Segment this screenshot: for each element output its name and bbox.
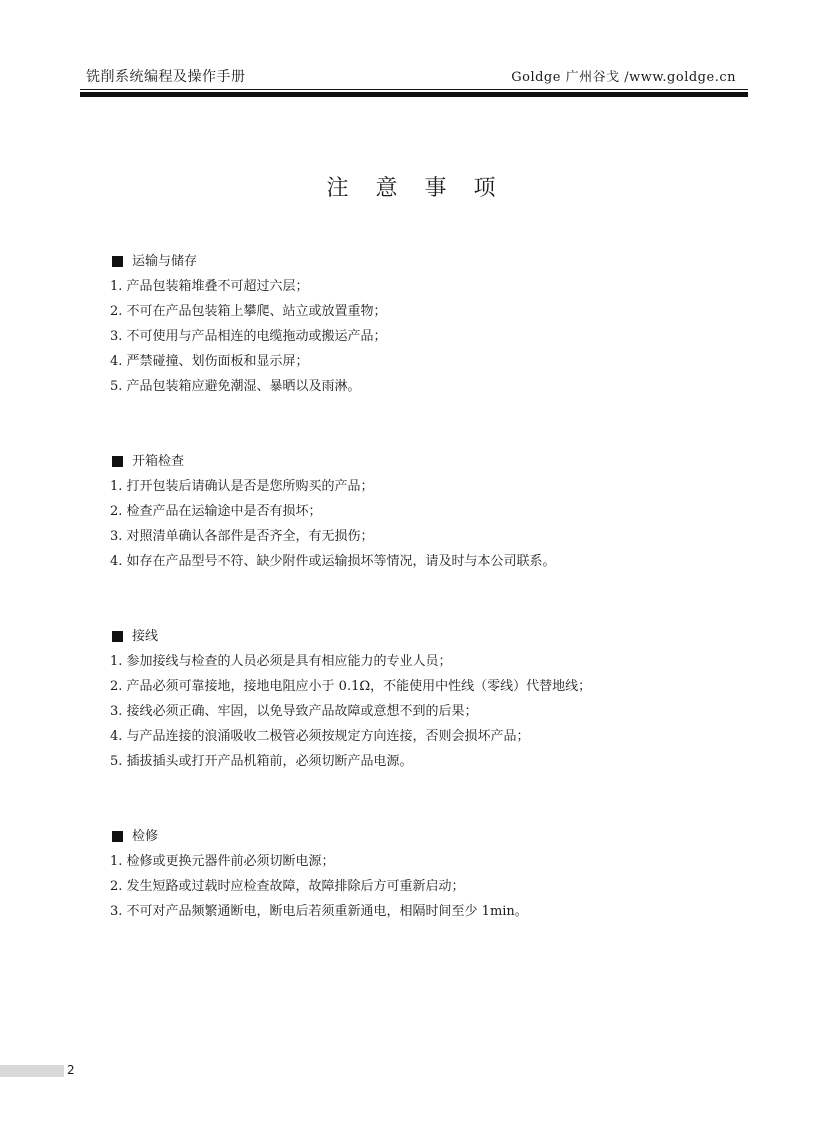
black-square-icon [112,256,123,267]
section-heading [110,249,750,274]
black-square-icon [112,456,123,467]
page-header [80,64,748,88]
list-item: 1. 检修或更换元器件前必须切断电源； [110,854,335,869]
section-heading-text: 开箱检查 [132,454,185,469]
list-item: 4. 与产品连接的浪涌吸收二极管必须按规定方向连接，否则会损坏产品； [110,729,530,744]
section-heading [110,824,750,849]
section-transport-storage [110,249,750,399]
list-item: 1. 打开包装后请确认是否是您所购买的产品； [110,479,374,494]
list-item: 3. 不可对产品频繁通断电，断电后若须重新通电，相隔时间至少 1min。 [110,904,528,919]
list-item: 2. 发生短路或过载时应检查故障，故障排除后方可重新启动； [110,879,465,894]
section-heading-text: 运输与储存 [132,254,198,269]
list-item: 3. 不可使用与产品相连的电缆拖动或搬运产品； [110,329,387,344]
header-thick-rule [80,92,748,97]
header-thin-rule [80,89,748,90]
section-maintenance [110,824,750,924]
manual-title: 铣削系统编程及操作手册 [86,69,246,85]
list-item: 1. 产品包装箱堆叠不可超过六层； [110,279,309,294]
list-item: 5. 产品包装箱应避免潮湿、暴晒以及雨淋。 [110,379,361,394]
list-item: 3. 接线必须正确、牢固，以免导致产品故障或意想不到的后果； [110,704,478,719]
list-item: 4. 严禁碰撞、划伤面板和显示屏； [110,354,309,369]
list-item: 4. 如存在产品型号不符、缺少附件或运输损坏等情况，请及时与本公司联系。 [110,554,556,569]
list-item: 3. 对照清单确认各部件是否齐全，有无损伤； [110,529,374,544]
section-heading [110,624,750,649]
footer-bar [0,1065,64,1077]
section-unpacking-inspection [110,449,750,574]
black-square-icon [112,631,123,642]
list-item: 1. 参加接线与检查的人员必须是具有相应能力的专业人员； [110,654,452,669]
page-title: 注 意 事 项 [326,176,506,201]
black-square-icon [112,831,123,842]
section-heading-text: 检修 [132,829,159,844]
list-item: 5. 插拔插头或打开产品机箱前，必须切断产品电源。 [110,754,413,769]
section-wiring [110,624,750,774]
list-item: 2. 不可在产品包装箱上攀爬、站立或放置重物； [110,304,387,319]
company-website: Goldge 广州谷戈 /www.goldge.cn [511,70,736,85]
list-item: 2. 产品必须可靠接地，接地电阻应小于 0.1Ω，不能使用中性线（零线）代替地线； [110,679,592,694]
list-item: 2. 检查产品在运输途中是否有损坏； [110,504,322,519]
page-number: 2 [67,1063,75,1077]
section-heading [110,449,750,474]
section-heading-text: 接线 [132,629,159,644]
